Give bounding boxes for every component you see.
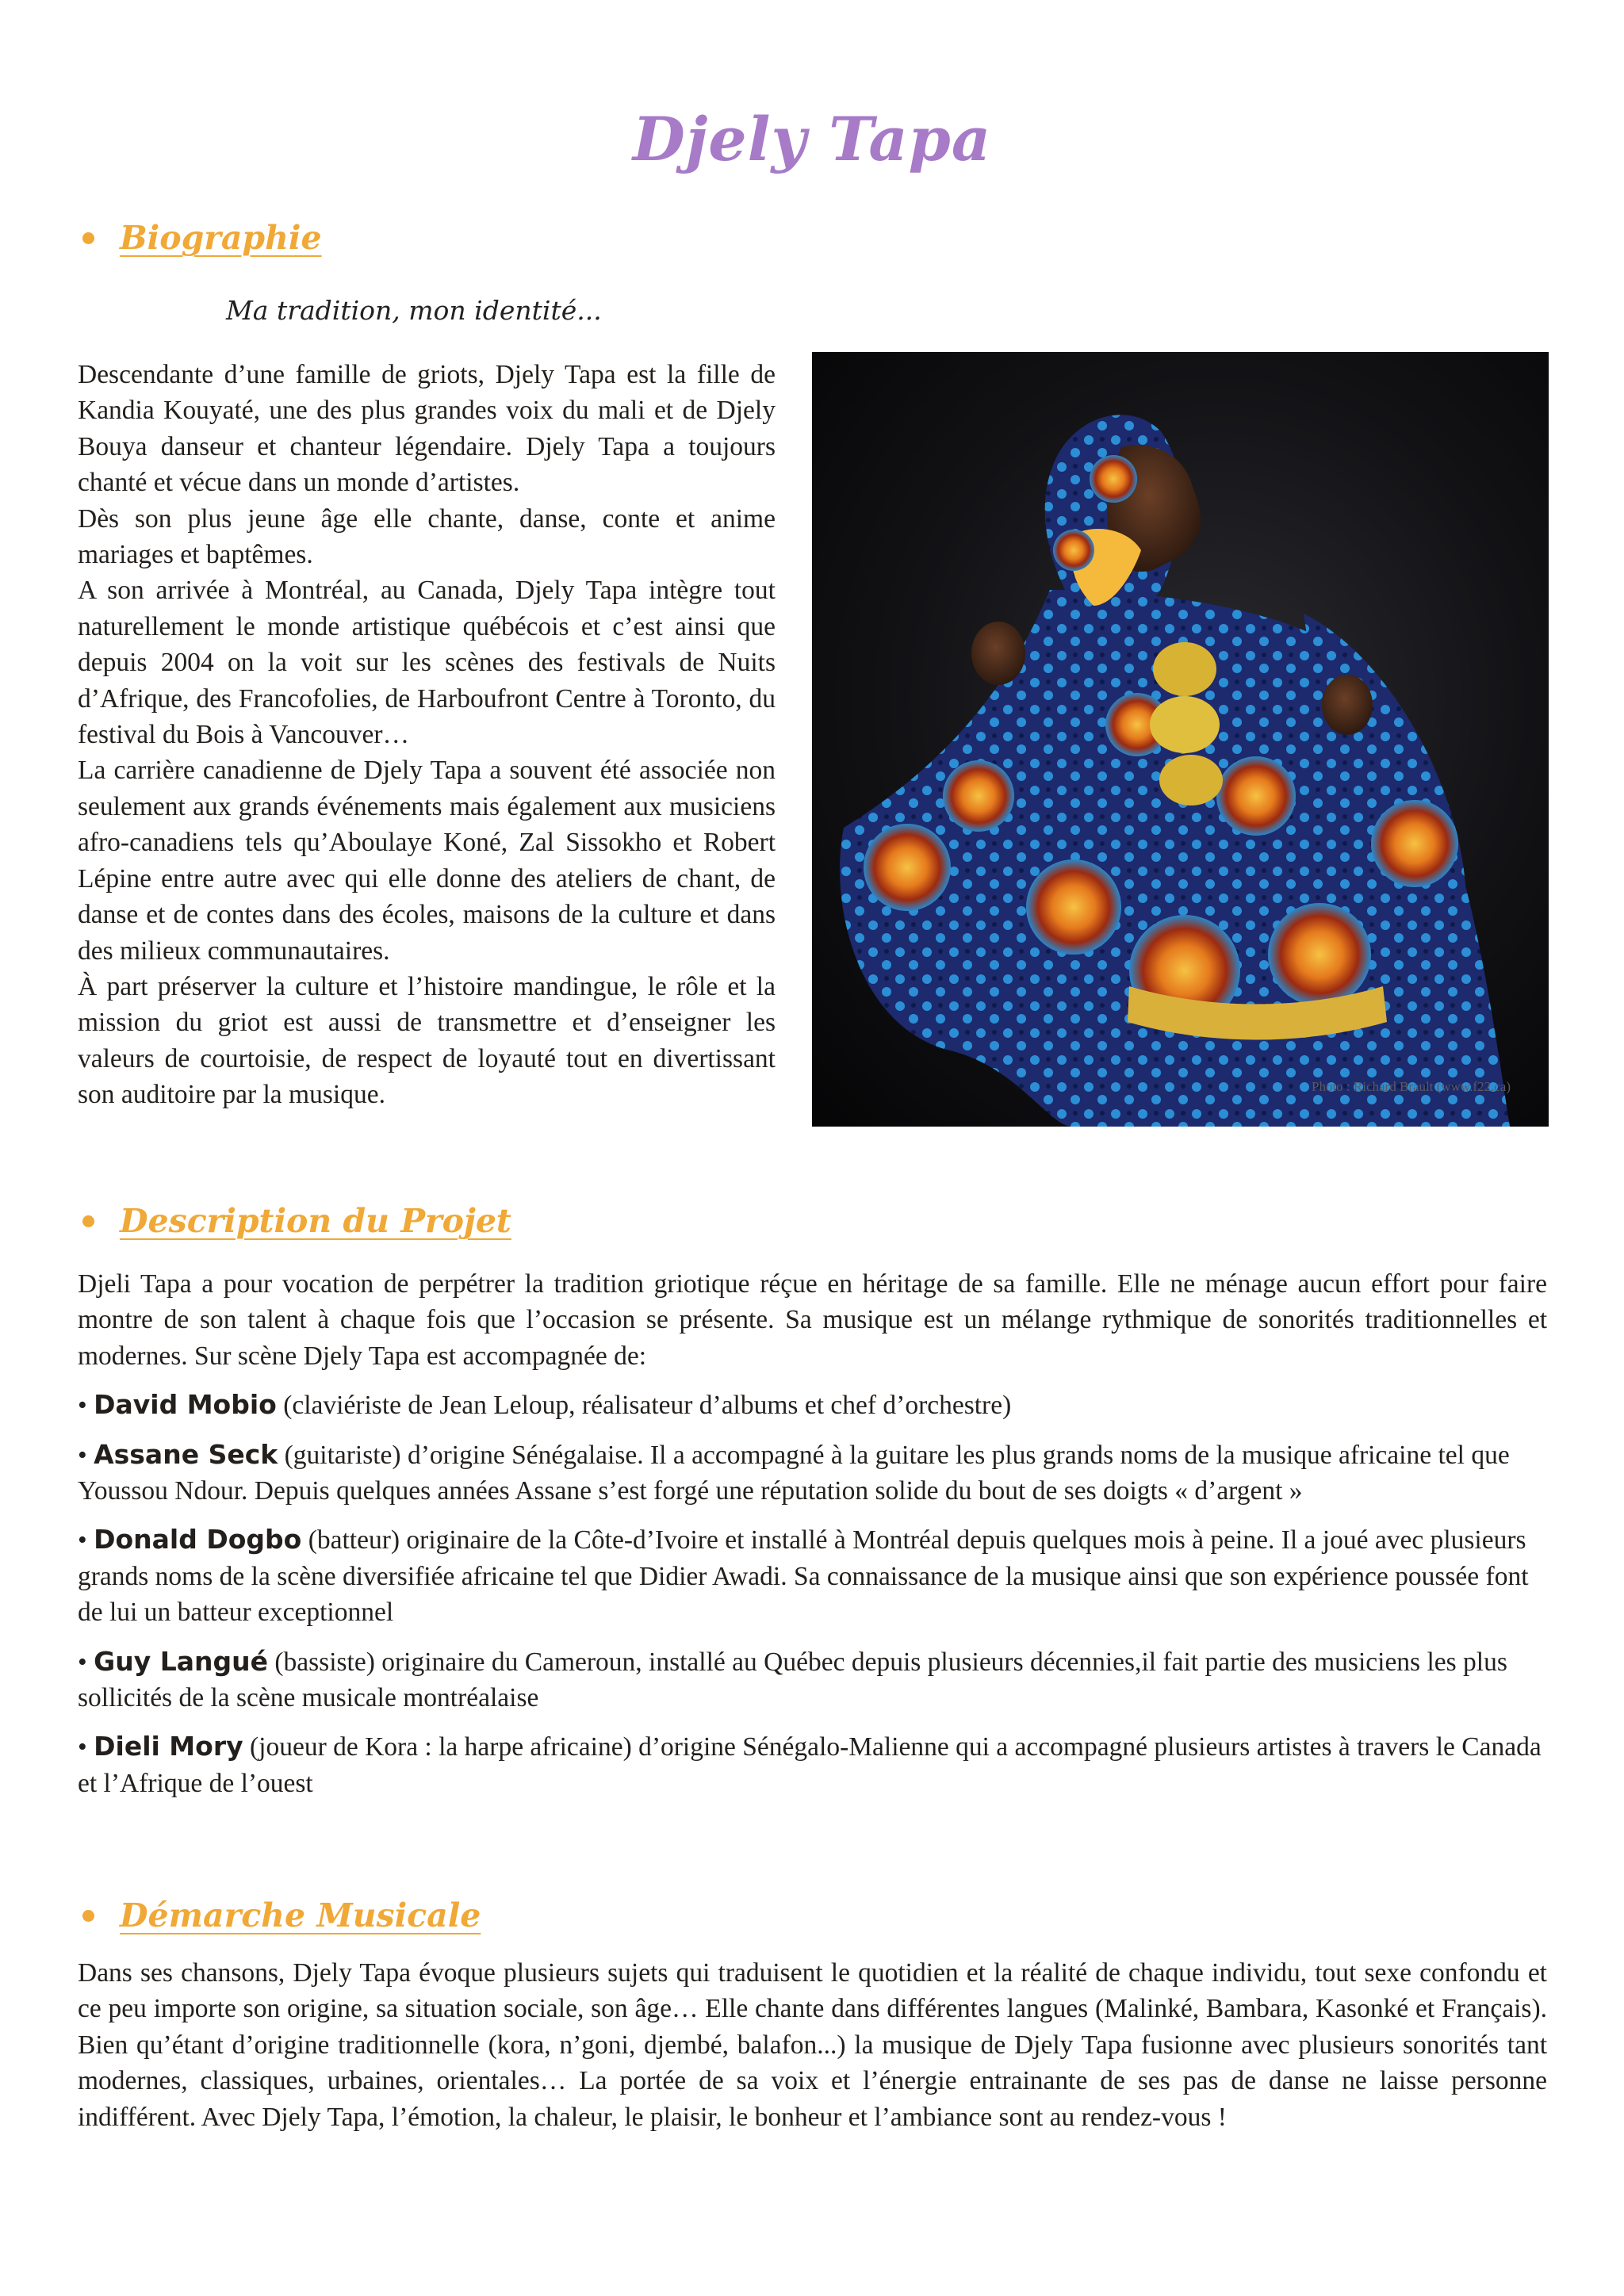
bullet-icon: • <box>78 1440 87 1470</box>
artist-photo <box>812 352 1549 1127</box>
biography-tagline: Ma tradition, mon identité... <box>226 295 602 326</box>
section-heading-label: Biographie <box>120 219 322 257</box>
musician-name: Donald Dogbo <box>94 1524 302 1556</box>
musician-description: (claviériste de Jean Leloup, réalisateur d’albums et chef d’orchestre) <box>276 1391 1012 1421</box>
section-heading-demarche <box>82 1896 481 1934</box>
musician-item <box>78 1437 1547 1510</box>
section-heading-projet <box>82 1202 511 1240</box>
bullet-icon <box>82 1215 94 1227</box>
musician-description: (batteur) originaire de la Côte-d’Ivoire et installé à Montréal depuis quelques mois à peine. Il a joué avec plusieurs grands noms de la scène diversifiée africaine tel que Didier Awadi. Sa connaissance de la musique ainsi que son expérience poussée font de lui un batteur exceptionnel <box>78 1525 1529 1628</box>
biography-text <box>78 357 776 1113</box>
biography-paragraph: Descendante d’une famille de griots, Djely Tapa est la fille de Kandia Kouyaté, une des plus grandes voix du mali et de Djely Bouya danseur et chanteur légendaire. Djely Tapa a toujours chanté et vécue dans un monde d’artistes. <box>78 360 776 498</box>
approach-paragraph: Dans ses chansons, Djely Tapa évoque plusieurs sujets qui traduisent le quotidien et la réalité de chaque individu, tout sexe confondu et ce peu importe son origine, sa situation sociale, son âge… Elle chante dans différentes langues (Malinké, Bambara, Kasonké et Français). Bien qu’étant d’origine traditionnelle (kora, n’goni, djembé, balafon...) la musique de Djely Tapa fusionne avec plusieurs sonorités tant modernes, classiques, urbaines, orientales… La portée de sa voix et l’énergie entrainante de ses pas de danse ne laisse personne indifférent. Avec Djely Tapa, l’émotion, la chaleur, le plaisir, le bonheur et l’ambiance sont au rendez-vous ! <box>78 1958 1547 2132</box>
biography-paragraph: A son arrivée à Montréal, au Canada, Djely Tapa intègre tout naturellement le monde artistique québécois et c’est ainsi que depuis 2004 on la voit sur les scènes des festivals de Nuits d’Afrique, des Francofolies, de Harboufront Centre à Toronto, du festival du Bois à Vancouver… <box>78 576 776 750</box>
musician-description: (guitariste) d’origine Sénégalaise. Il a accompagné à la guitare les plus grands noms de la musique africaine tel que Youssou Ndour. Depuis quelques années Assane s’est forgé une réputation solide du bout de ses doigts « d’argent » <box>78 1440 1510 1506</box>
bullet-icon <box>82 232 94 244</box>
section-heading-biographie <box>82 219 322 257</box>
musician-item <box>78 1521 1547 1630</box>
musician-item <box>78 1728 1547 1801</box>
project-text <box>78 1266 1547 1801</box>
section-heading-label: Description du Projet <box>120 1202 511 1240</box>
bullet-icon: • <box>78 1391 87 1421</box>
bullet-icon: • <box>78 1732 87 1762</box>
bullet-icon: • <box>78 1525 87 1556</box>
bullet-icon <box>82 1910 94 1922</box>
musician-name: Dieli Mory <box>94 1731 243 1762</box>
musician-description: (joueur de Kora : la harpe africaine) d’origine Sénégalo-Malienne qui a accompagné plusieurs artistes à travers le Canada et l’Afrique de l’ouest <box>78 1732 1542 1798</box>
biography-paragraph: La carrière canadienne de Djely Tapa a souvent été associée non seulement aux grands événements mais également aux musiciens afro-canadiens tels qu’Aboulaye Koné, Zal Sissokho et Robert Lépine entre autre avec qui elle donne des ateliers de chant, de danse et de contes dans des écoles, maisons de la culture et dans des milieux communautaires. <box>78 756 776 966</box>
page-title: Djely Tapa <box>632 103 992 174</box>
biography-paragraph: À part préserver la culture et l’histoire mandingue, le rôle et la mission du griot est aussi de transmettre et d’enseigner les valeurs de courtoisie, de respect de loyauté tout en divertissant son auditoire par la musique. <box>78 971 776 1110</box>
artist-photo-illustration <box>812 352 1549 1127</box>
bullet-icon: • <box>78 1647 87 1677</box>
musician-description: (bassiste) originaire du Cameroun, installé au Québec depuis plusieurs décennies,il fait partie des musiciens les plus sollicités de la scène musicale montréalaise <box>78 1647 1507 1713</box>
biography-paragraph: Dès son plus jeune âge elle chante, danse, conte et anime mariages et baptêmes. <box>78 503 776 570</box>
musician-item <box>78 1387 1547 1423</box>
project-intro: Djeli Tapa a pour vocation de perpétrer la tradition griotique réçue en héritage de sa famille. Elle ne ménage aucun effort pour faire montre de son talent à chaque fois que l’occasion se présente. Sa musique est un mélange rythmique de sonorités traditionnelles et modernes. Sur scène Djely Tapa est accompagnée de: <box>78 1269 1547 1371</box>
approach-text <box>78 1955 1547 2135</box>
musician-item <box>78 1644 1547 1716</box>
musician-name: David Mobio <box>94 1389 277 1421</box>
musician-name: Assane Seck <box>94 1438 278 1470</box>
musician-name: Guy Langué <box>94 1645 268 1677</box>
photo-credit: Photo : Richard Brault (www.f22.ca) <box>1311 1079 1511 1094</box>
section-heading-label: Démarche Musicale <box>120 1896 481 1934</box>
